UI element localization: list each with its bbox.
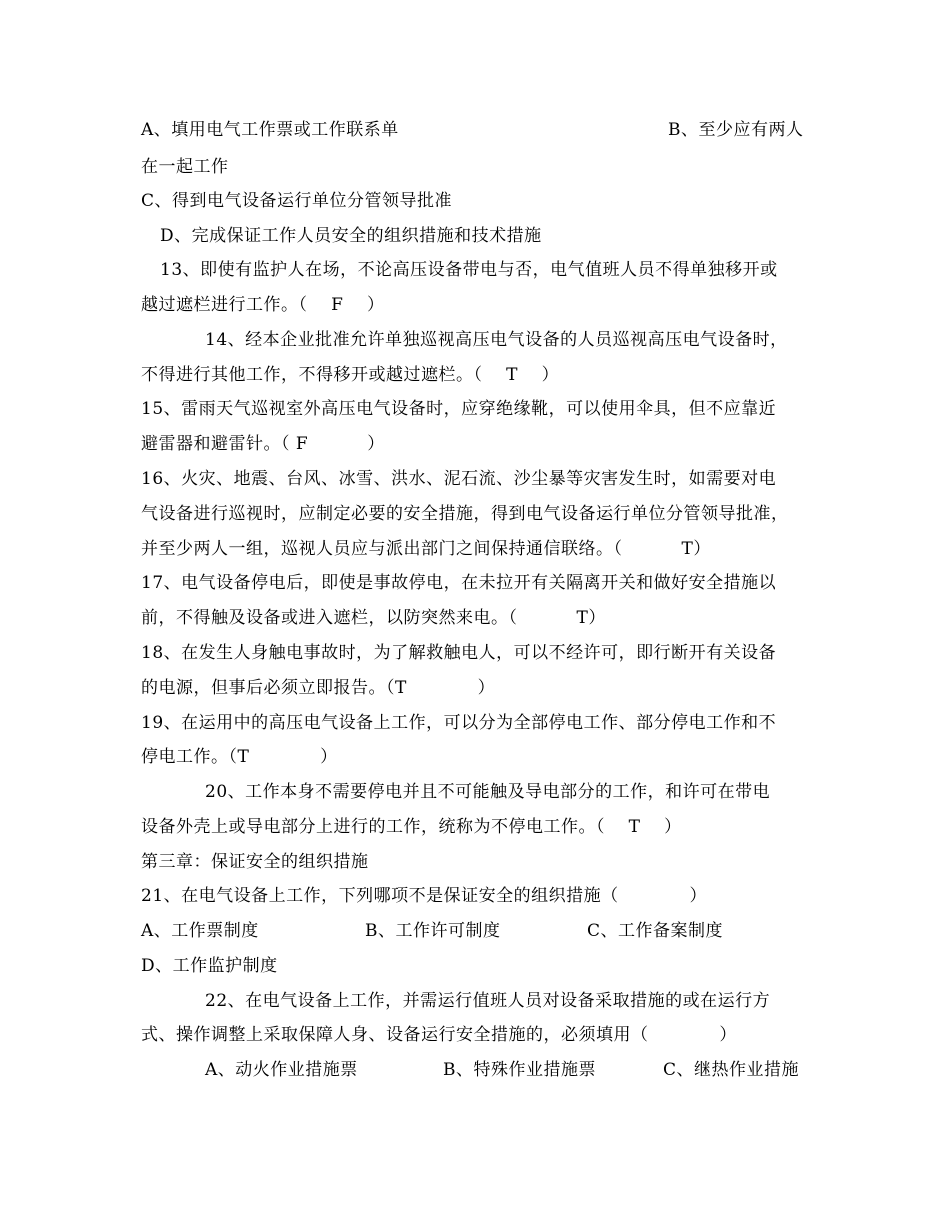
- question-22-line-2: 式、操作调整上采取保障人身、设备运行安全措施的，必须填用（ ）: [141, 1025, 737, 1045]
- question-13-line-1: 13、即使有监护人在场，不论高压设备带电与否，电气值班人员不得单独移开或: [160, 260, 778, 280]
- question-21-option-c: C、工作备案制度: [587, 921, 724, 941]
- question-22-option-c: C、继热作业措施: [663, 1060, 800, 1080]
- question-15-line-2: 避雷器和避雷针。（ F ）: [141, 434, 385, 454]
- question-19-line-1: 19、在运用中的高压电气设备上工作，可以分为全部停电工作、部分停电工作和不: [141, 713, 777, 733]
- option-b: B、至少应有两人: [668, 120, 804, 140]
- question-15-line-1: 15、雷雨天气巡视室外高压电气设备时，应穿绝缘靴，可以使用伞具，但不应靠近: [141, 399, 777, 419]
- question-14-line-2: 不得进行其他工作，不得移开或越过遮栏。（ T ）: [141, 365, 560, 385]
- question-22-line-1: 22、在电气设备上工作，并需运行值班人员对设备采取措施的或在运行方: [205, 991, 771, 1011]
- question-21-option-d: D、工作监护制度: [141, 956, 278, 976]
- question-21-option-b: B、工作许可制度: [365, 921, 501, 941]
- question-19-line-2: 停电工作。（T ）: [141, 747, 338, 767]
- question-17-line-2: 前，不得触及设备或进入遮栏，以防突然来电。（ T）: [141, 608, 606, 628]
- question-22-option-b: B、特殊作业措施票: [443, 1060, 596, 1080]
- question-14-line-1: 14、经本企业批准允许单独巡视高压电气设备的人员巡视高压电气设备时，: [205, 330, 788, 350]
- question-20-line-2: 设备外壳上或导电部分上进行的工作，统称为不停电工作。（ T ）: [141, 817, 682, 837]
- option-c: C、得到电气设备运行单位分管领导批准: [141, 191, 453, 211]
- chapter-heading: 第三章：保证安全的组织措施: [141, 852, 369, 872]
- question-21: 21、在电气设备上工作，下列哪项不是保证安全的组织措施（ ）: [141, 886, 707, 906]
- question-18-line-1: 18、在发生人身触电事故时，为了解救触电人，可以不经许可，即行断开有关设备: [141, 643, 777, 663]
- question-16-line-1: 16、火灾、地震、台风、冰雪、洪水、泥石流、沙尘暴等灾害发生时，如需要对电: [141, 469, 777, 489]
- question-22-option-a: A、动火作业措施票: [205, 1060, 358, 1080]
- question-20-line-1: 20、工作本身不需要停电并且不可能触及导电部分的工作，和许可在带电: [205, 782, 771, 802]
- option-b-continued: 在一起工作: [141, 157, 229, 177]
- question-17-line-1: 17、电气设备停电后，即使是事故停电，在未拉开有关隔离开关和做好安全措施以: [141, 573, 777, 593]
- question-16-line-2: 气设备进行巡视时，应制定必要的安全措施，得到电气设备运行单位分管领导批准，: [141, 504, 789, 524]
- question-16-line-3: 并至少两人一组，巡视人员应与派出部门之间保持通信联络。（ T）: [141, 539, 711, 559]
- option-a: A、填用电气工作票或工作联系单: [141, 120, 399, 140]
- option-d: D、完成保证工作人员安全的组织措施和技术措施: [160, 226, 542, 246]
- question-13-line-2: 越过遮栏进行工作。（ F ）: [141, 295, 385, 315]
- question-18-line-2: 的电源，但事后必须立即报告。（T ）: [141, 678, 496, 698]
- question-21-option-a: A、工作票制度: [141, 921, 259, 941]
